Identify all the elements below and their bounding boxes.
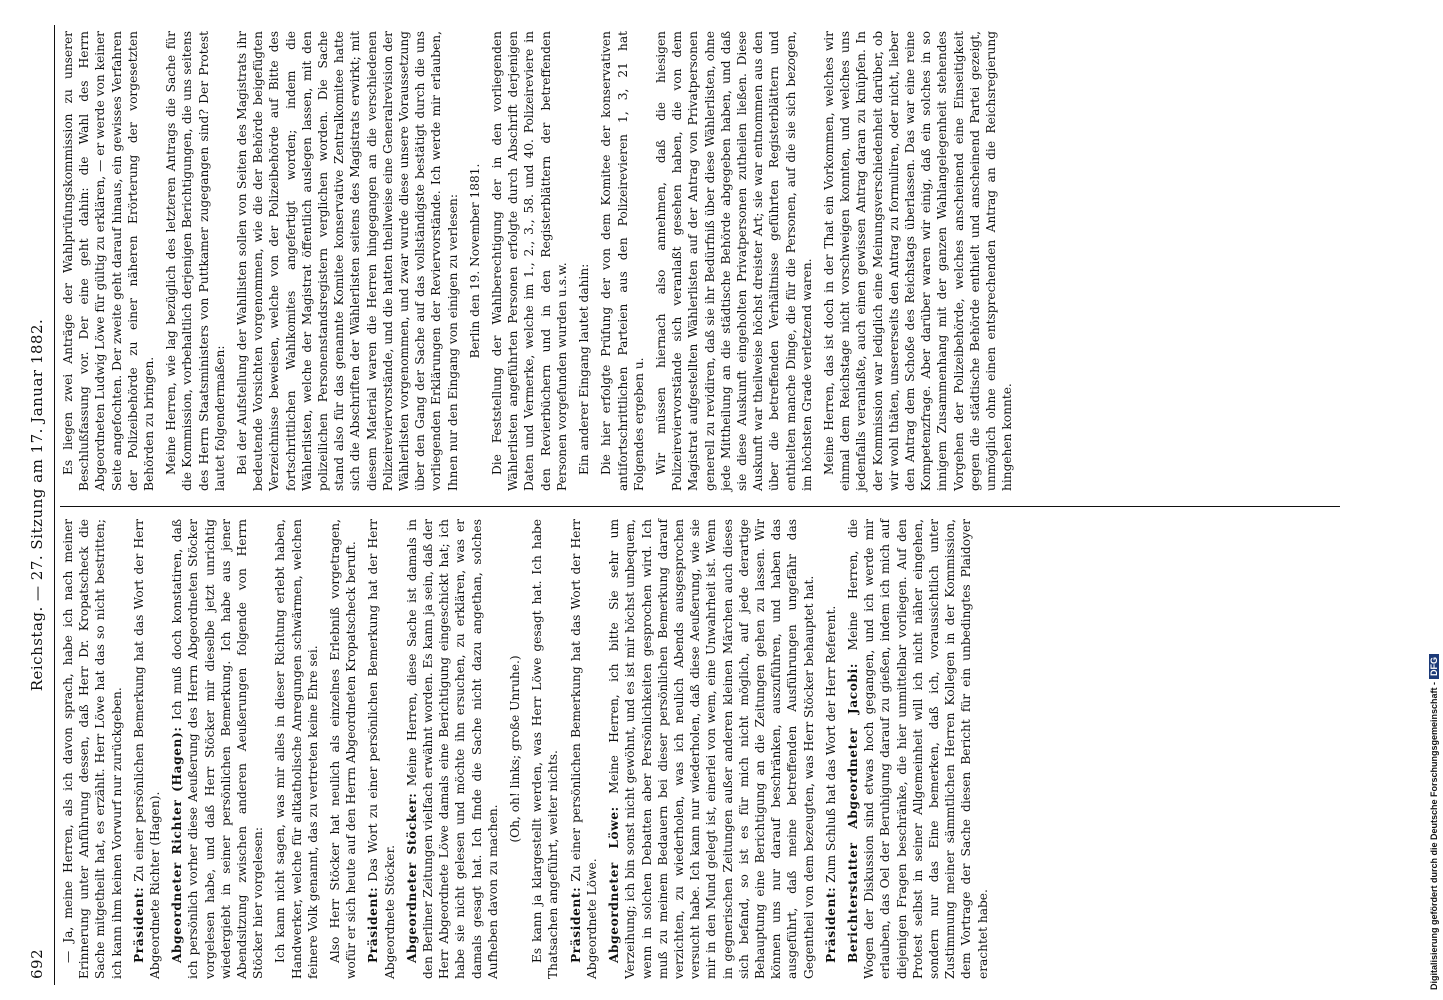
speaker-paragraph — [131, 519, 163, 979]
sidebar-credit-text-wrap — [1429, 520, 1443, 990]
dfg-logo: DFG — [1429, 654, 1439, 679]
header-title: Reichstag. — 27. Sitzung am 17. Januar 1882. — [28, 318, 46, 692]
text-paragraph — [529, 519, 561, 979]
paragraph-text: Ich kann nicht sagen, was mir alles in dieser Richtung erlebt haben, Handwerker, welche für altkatholische Anregungen schwärmen, welchen feinere Volk genannt, das zu vertreten keine Ehre sei. — [273, 519, 320, 979]
right-column — [60, 31, 1330, 491]
page-header — [20, 25, 54, 985]
paragraph-text: Die Feststellung der Wahlberechtigung der in den vorliegenden Wählerlisten angeführten Personen erfolgte durch Abschrift derjenigen Daten und Vermerke, welche im 1., 2., 3., 58. und 40. Polizeireviere in den Revierbüchern und in den Registerblättern der betreffenden Personen vorgefunden wurden u.s.w. — [490, 31, 569, 491]
speaker-name: Präsident: — [568, 886, 583, 963]
paragraph-text: Zu einer persönlichen Bemerkung hat das Wort der Herr Abgeordnete Richter (Hagen). — [131, 519, 163, 979]
speaker-paragraph — [365, 519, 397, 979]
text-paragraph — [653, 31, 815, 491]
text-paragraph — [598, 31, 647, 491]
text-paragraph — [234, 31, 461, 491]
paragraph-text: Ein anderer Eingang lautet dahin: — [577, 263, 592, 475]
paragraph-text: Meine Herren, die Wogen der Diskussion sind etwas hoch gegangen, und ich werde mir erlauben, das Oel der Beruhigung darauf zu gießen, indem ich mich auf diejenigen Fragen beschränke, die hier unmittelbar vorliegen. Auf den Protest selbst in seiner Allgemeinheit will ich nicht näher eingehen, sondern nur das Eine bemerken, daß ich, voraussichtlich unter Zustimmung meiner sämmtlichen Herren Kollegen in der Kommission, dem Vortrage der Sache diesen Bericht für ein unbedingtes Plaidoyer erachtet habe. — [845, 519, 990, 979]
paragraph-text: Meine Herren, diese Sache ist damals in den Berliner Zeitungen vielfach erwähnt worden. Es kann ja sein, daß der Herr Abgeordnete Löwe damals eine Berichtigung eingeschickt hat; ich habe sie nicht gelesen und möchte ihn ersuchen, zu erklären, was er damals gesagt hat. Ich finde die Sache nicht dazu angethan, solches Aufheben davon zu machen. — [404, 518, 500, 979]
page-number: 692 — [28, 948, 46, 979]
text-paragraph — [489, 31, 570, 491]
text-paragraph — [576, 31, 592, 491]
sidebar-credit-text: Digitalisierung gefördert durch die Deutsche Forschungsgemeinschaft - — [1429, 681, 1439, 990]
text-paragraph — [60, 31, 157, 491]
centered-line — [507, 519, 523, 979]
paragraph-text: Meine Herren, wie lag bezüglich des letzteren Antrags die Sache für die Kommission, vorbehaltlich derjenigen Berichtigungen, die uns seitens des Herrn Staatsministers von Puttkamer zugegangen sind? Der Protest lautet folgendermaßen: — [164, 31, 227, 491]
speaker-name: Abgeordneter Stöcker: — [404, 792, 419, 963]
speaker-paragraph — [169, 519, 266, 979]
paragraph-text: — Ja, meine Herren, als ich davon sprach, habe ich nach meiner Erinnerung unter Anführung dessen, daß Herr Dr. Kropatscheck die Sache mitgetheilt hat, es erzählt. Herr Löwe hat das so nicht bestritten; ich kann ihm keinen Vorwurf nur zurückgeben. — [61, 519, 124, 979]
paragraph-text: Es liegen zwei Anträge der Wahlprüfungskommission zu unserer Beschlußfassung vor. Der eine geht dahin: die Wahl des Herrn Abgeordneten Ludwig Löwe für gültig zu erklären, — er werde von keiner Seite angefochten. Der zweite geht darauf hinaus, ein gewisses Verfahren der Polizeibehörde zu einer näheren Erörterung der vorgesetzten Behörden zu bringen. — [61, 31, 157, 491]
speaker-name: Präsident: — [823, 886, 838, 963]
speaker-name: Abgeordneter Löwe: — [607, 806, 622, 963]
speaker-name: Berichterstatter Abgeordneter Jacobi: — [845, 663, 860, 963]
text-paragraph — [60, 519, 125, 979]
header-rule — [54, 25, 55, 985]
paragraph-text: Zu einer persönlichen Bemerkung hat das Wort der Herr Abgeordnete Löwe. — [568, 519, 599, 979]
rotated-page-content — [20, 25, 1380, 985]
paragraph-text: Also Herr Stöcker hat neulich als einzelnes Erlebniß vorgetragen, wofür er sich heute auf den Herrn Abgeordneten Kropatscheck beruft. — [328, 519, 359, 979]
centered-line — [467, 31, 483, 491]
column-divider — [60, 506, 1340, 507]
paragraph-text: Meine Herren, ich bitte Sie sehr um Verzeihung; ich bin sonst nicht gewöhnt, und es ist mir höchst unbequem, wenn in solchen Debatten aber Persönlichkeiten gesprochen wird. Ich muß zu meinem Bedauern bei dieser persönlichen Bemerkung darauf verzichten, zu wiederholen, was ich neulich Abends ausgesprochen versucht habe. Ich kann nur wiederholen, daß diese Aeußerung, wie sie mir in den Mund gelegt ist, einerlei von wem, eine Unwahrheit ist. Wenn in gegnerischen Zeitungen außer anderen kleinen Märchen auch dieses sich befand, so ist es für mich nicht möglich, auf jede derartige Behauptung eine Berichtigung an die Zeitungen gehen zu lassen. Wir können uns nur darauf beschränken, auszuführen, und haben das ausgeführt, daß meine betreffenden Ausführungen ungefähr das Gegentheil von dem bezeugten, was Herr Stöcker behauptet hat. — [607, 519, 816, 979]
paragraph-text: Zum Schluß hat das Wort der Herr Referent. — [823, 605, 838, 883]
paragraph-text: Die hier erfolgte Prüfung der von dem Komitee der konservativen antifortschrittlichen Parteien aus den Polizeirevieren 1, 3, 21 hat Folgendes ergeben u. — [599, 31, 646, 491]
speaker-name: Präsident: — [131, 886, 146, 963]
text-paragraph — [821, 31, 1015, 491]
text-paragraph — [327, 519, 359, 979]
speaker-paragraph — [568, 519, 600, 979]
paragraph-text: Berlin den 19. November 1881. — [467, 163, 482, 359]
paragraph-text: Das Wort zu einer persönlichen Bemerkung hat der Herr Abgeordnete Stöcker. — [366, 518, 397, 979]
left-column — [60, 519, 1330, 979]
speaker-paragraph — [404, 519, 501, 979]
paragraph-text: Es kann ja klargestellt werden, was Herr Löwe gesagt hat. Ich habe Thatsachen angeführt, weiter nichts. — [530, 519, 561, 979]
speaker-name: Abgeordneter Richter (Hagen): — [170, 726, 185, 963]
speaker-name: Präsident: — [366, 886, 381, 963]
speaker-paragraph — [845, 519, 991, 979]
speaker-paragraph — [606, 519, 817, 979]
paragraph-text: (Oh, oh! links; große Unruhe.) — [508, 655, 523, 843]
paragraph-text: Bei der Aufstellung der Wahllisten sollen von Seiten des Magistrats ihr bedeutende Vorsichten vorgenommen, wie die der Behörde beigefügten Verzeichnisse beweisen, welche von der Polizeibehörde auf Bitte des fortschrittlichen Wahlkomites angefertigt worden; indem die Wählerlisten, welche der Magistrat öffentlich auslegen lassen, mit den polizeilichen Personenstandsregistern verglichen worden. Die Sache stand also für das genannte Komitee konservative Zentralkomitee hatte sich die Abschriften der Wählerlisten seitens des Magistrats erwirkt; mit diesem Material waren die Herren hingegangen an die verschiedenen Polizeireviervorstände, und die hatten theilweise eine Generalrevision der Wählerlisten vorgenommen, und zwar wurde diese unsere Voraussetzung über den Gang der Sache auf das vollständigste bestätigt durch die uns vorliegenden Erklärungen der Reviervorstände. Ich werde mir erlauben, Ihnen nur den Eingang von einigen zu verlesen: — [235, 31, 460, 491]
text-paragraph — [272, 519, 321, 979]
paragraph-text: Wir müssen hiernach also annehmen, daß die hiesigen Polizeireviervorstände sich veranlaßt gesehen haben, die von dem Magistrat aufgestellten Wählerlisten auf der Antrag von Privatpersonen generell zu revidiren, daß sie ihr Bedürfniß über diese Wählerlisten, ohne jede Mittheilung an die städtische Behörde abgegeben haben, und daß sie diese Auskunft eingeholten Privatpersonen zutheilen ließen. Diese Auskunft war theilweise höchst dreister Art; sie war entnommen aus den über die betreffenden Verhältnisse geführten Registerblättern und enthielten manche Dinge, die für die Personen, auf die sie sich bezogen, im höchsten Grade verletzend waren. — [653, 31, 814, 491]
text-paragraph — [163, 31, 228, 491]
sidebar-credit — [1417, 520, 1439, 990]
speaker-paragraph — [823, 519, 839, 979]
paragraph-text: Meine Herren, das ist doch in der That ein Vorkommen, welches wir einmal dem Reichstage nicht vorschweigen konnten, und welches uns jedenfalls veranlaßte, auch einen gewissen Antrag daran zu knüpfen. In der Kommission war lediglich eine Meinungsverschiedenheit darüber, ob wir wohl thäten, unsererseits den Antrag zu formuliren, oder nicht, lieber den Antrag dem Schoße des Reichstags überlassen. Das war eine reine Kompetenzfrage. Aber darüber waren wir einig, daß ein solches in so innigem Zusammenhang mit der ganzen Wahlangelegenheit stehendes Vorgehen der Polizeibehörde, welches anscheinend eine Einseitigkeit gegen die städtische Behörde enthielt und anscheinend Partei gezeigt, unmöglich ohne einen entsprechenden Antrag an die Reichsregierung hingehen konnte. — [821, 31, 1015, 491]
paragraph-text: Ich muß doch konstatiren, daß ich persönlich vorher diese Aeußerung des Herrn Abgeordneten Stöcker vorgelesen habe, und daß Herr Stöcker mir dieselbe jetzt unrichtig wiedergiebt in seiner persönlichen Bemerkung. Ich habe aus jener Abendsitzung zwischen anderen Aeußerungen folgende von Herrn Stöcker hier vorgelesen: — [170, 518, 266, 979]
